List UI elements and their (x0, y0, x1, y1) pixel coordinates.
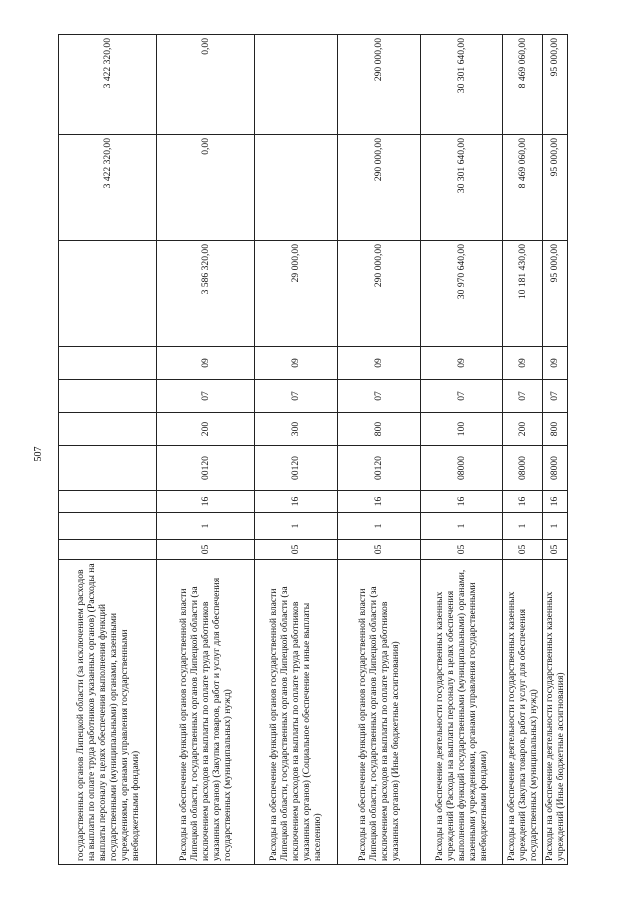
row-description: Расходы на обеспечение функций органов государственной власти Липецкой области, государственных органов Липецкой области (за исключением расходов на выплаты по оплате труда работников указанных органов) (Закупка товаров, работ и услуг для обеспечения государственных (муниципальных) нужд) (157, 560, 255, 865)
cell-expense-type: 200 (502, 413, 542, 446)
cell-amount-2: 0,00 (157, 135, 255, 241)
cell-section-code (59, 513, 157, 540)
cell-subsection-code: 16 (255, 491, 337, 513)
row-description: Расходы на обеспечение деятельности государственных казенных учреждений (Иные бюджетные ассигнования) (542, 560, 567, 865)
cell-section-code: 1 (337, 513, 420, 540)
cell-amount-1: 290 000,00 (337, 241, 420, 347)
cell-expense-type: 200 (157, 413, 255, 446)
cell-amount-2: 30 301 640,00 (420, 135, 502, 241)
table-row (337, 35, 420, 865)
cell-section-code: 1 (502, 513, 542, 540)
cell-amount-2: 3 422 320,00 (59, 135, 157, 241)
cell-amount-2: 290 000,00 (337, 135, 420, 241)
cell-amount-1: 29 000,00 (255, 241, 337, 347)
cell-code-07: 07 (255, 380, 337, 413)
table-row (255, 35, 337, 865)
cell-amount-3: 290 000,00 (337, 35, 420, 135)
cell-amount-3 (255, 35, 337, 135)
cell-code-07: 07 (337, 380, 420, 413)
cell-code-09: 09 (255, 347, 337, 380)
page-number: 507 (33, 446, 44, 462)
cell-code-07: 07 (502, 380, 542, 413)
cell-amount-1: 95 000,00 (542, 241, 567, 347)
cell-section-code: 1 (420, 513, 502, 540)
cell-subsection-code: 16 (502, 491, 542, 513)
cell-amount-3: 30 301 640,00 (420, 35, 502, 135)
table-row (420, 35, 502, 865)
cell-expense-type: 800 (337, 413, 420, 446)
cell-amount-3: 8 469 060,00 (502, 35, 542, 135)
cell-code-09: 09 (420, 347, 502, 380)
cell-amount-3: 3 422 320,00 (59, 35, 157, 135)
cell-program-code: 00120 (157, 446, 255, 491)
cell-code-09: 09 (337, 347, 420, 380)
cell-amount-1: 10 181 430,00 (502, 241, 542, 347)
cell-subsection-code (59, 491, 157, 513)
table-row (502, 35, 542, 865)
cell-ministry-code (59, 540, 157, 560)
cell-code-09: 09 (542, 347, 567, 380)
cell-code-09: 09 (157, 347, 255, 380)
cell-program-code (59, 446, 157, 491)
cell-amount-1: 3 586 320,00 (157, 241, 255, 347)
cell-subsection-code: 16 (157, 491, 255, 513)
cell-expense-type: 300 (255, 413, 337, 446)
cell-section-code: 1 (255, 513, 337, 540)
cell-ministry-code: 05 (542, 540, 567, 560)
cell-subsection-code: 16 (420, 491, 502, 513)
cell-amount-3: 0,00 (157, 35, 255, 135)
cell-ministry-code: 05 (502, 540, 542, 560)
cell-amount-1: 30 970 640,00 (420, 241, 502, 347)
cell-subsection-code: 16 (337, 491, 420, 513)
cell-section-code: 1 (542, 513, 567, 540)
row-description: государственных органов Липецкой области (за исключением расходов на выплаты по оплате труда работников указанных органов) (Расходы на выплаты персоналу в целях обеспечения выполнения функций государственными (муниципальными) органами, казенными учреждениями, органами управления государственными внебюджетными фондами) (59, 560, 157, 865)
row-description: Расходы на обеспечение деятельности государственных казенных учреждений (Закупка товаров, работ и услуг для обеспечения государственных (муниципальных) нужд) (502, 560, 542, 865)
row-description: Расходы на обеспечение деятельности государственных казенных учреждений (Расходы на выплаты персоналу в целях обеспечения выполнения функций государственными (муниципальными) органами, казенными учреждениями, органами управления государственными внебюджетными фондами) (420, 560, 502, 865)
cell-code-07: 07 (157, 380, 255, 413)
table-body (59, 35, 568, 865)
cell-program-code: 08000 (542, 446, 567, 491)
row-description: Расходы на обеспечение функций органов государственной власти Липецкой области, государственных органов Липецкой области (за исключением расходов на выплаты по оплате труда работников указанных органов) (Социальное обеспечение и иные выплаты населению) (255, 560, 337, 865)
cell-amount-2: 95 000,00 (542, 135, 567, 241)
cell-program-code: 08000 (420, 446, 502, 491)
cell-amount-3: 95 000,00 (542, 35, 567, 135)
table-row (542, 35, 567, 865)
cell-expense-type: 800 (542, 413, 567, 446)
cell-code-09: 09 (502, 347, 542, 380)
cell-expense-type (59, 413, 157, 446)
cell-program-code: 08000 (502, 446, 542, 491)
cell-amount-2: 8 469 060,00 (502, 135, 542, 241)
cell-ministry-code: 05 (337, 540, 420, 560)
cell-ministry-code: 05 (420, 540, 502, 560)
cell-code-07 (59, 380, 157, 413)
cell-section-code: 1 (157, 513, 255, 540)
cell-amount-2 (255, 135, 337, 241)
table-row (157, 35, 255, 865)
cell-code-07: 07 (420, 380, 502, 413)
cell-program-code: 00120 (255, 446, 337, 491)
cell-subsection-code: 16 (542, 491, 567, 513)
table-row (59, 35, 157, 865)
cell-program-code: 00120 (337, 446, 420, 491)
cell-expense-type: 100 (420, 413, 502, 446)
cell-ministry-code: 05 (255, 540, 337, 560)
budget-table-container (58, 35, 568, 865)
cell-ministry-code: 05 (157, 540, 255, 560)
cell-amount-1 (59, 241, 157, 347)
row-description: Расходы на обеспечение функций органов государственной власти Липецкой области, государственных органов Липецкой области (за исключением расходов на выплаты по оплате труда работников указанных органов) (Иные бюджетные ассигнования) (337, 560, 420, 865)
cell-code-07: 07 (542, 380, 567, 413)
cell-code-09 (59, 347, 157, 380)
budget-table (58, 34, 568, 865)
